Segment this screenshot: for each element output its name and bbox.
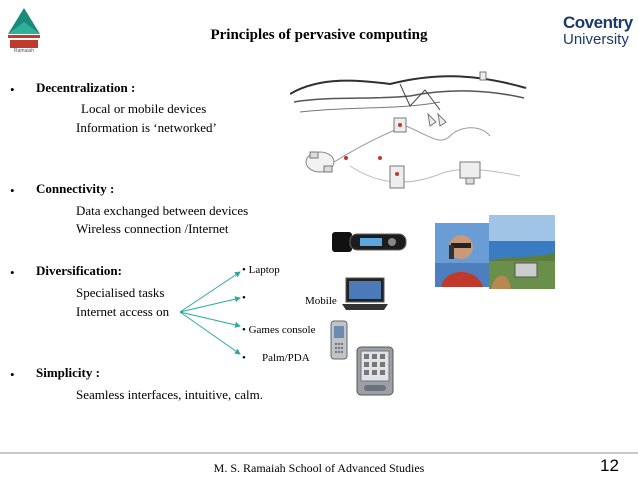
laptop-image [340, 276, 390, 314]
bullet-marker: • [10, 265, 15, 280]
bullet-line: Data exchanged between devices [76, 203, 249, 218]
footer-divider [0, 452, 638, 454]
bullet-line: Seamless interfaces, intuitive, calm. [76, 387, 263, 402]
device-games-console: • Games console [242, 324, 316, 336]
bullet-line: Information is ‘networked’ [76, 120, 217, 135]
bullet-heading-decentralization: Decentralization : [36, 80, 136, 95]
pda-image [356, 346, 394, 396]
bullet-line: Specialised tasks [76, 285, 165, 300]
person-on-phone-photo [435, 223, 489, 287]
laptop-by-sea-photo [489, 215, 555, 289]
logo-right-line2: University [563, 31, 629, 48]
footer-text: M. S. Ramaiah School of Advanced Studies [213, 461, 425, 475]
logo-left-text: Ramaiah [13, 48, 35, 54]
bullet-heading-connectivity: Connectivity : [36, 181, 115, 196]
bullet-marker: • [242, 292, 246, 304]
bullet-marker: • [10, 82, 15, 97]
device-laptop: • Laptop [242, 264, 280, 276]
bullet-marker: • [242, 352, 246, 364]
bullet-heading-diversification: Diversification: [36, 263, 122, 278]
bullet-line: Internet access on [76, 304, 170, 319]
bullet-heading-simplicity: Simplicity : [36, 365, 100, 380]
device-mobile: Mobile [305, 295, 337, 307]
bullet-marker: • [10, 367, 15, 382]
mobile-phone-image [330, 320, 348, 360]
bullet-line: Wireless connection /Internet [76, 221, 229, 236]
mp3-player-image [332, 230, 408, 254]
bullet-marker: • [10, 183, 15, 198]
bullet-line: Local or mobile devices [81, 101, 207, 116]
device-arrows [176, 264, 256, 364]
page-number: 12 [600, 456, 619, 475]
device-palm-pda: Palm/PDA [262, 352, 310, 364]
pervasive-network-illustration [290, 66, 528, 206]
logo-right-line1: Coventry [563, 13, 633, 32]
slide-title: Principles of pervasive computing [210, 27, 428, 43]
